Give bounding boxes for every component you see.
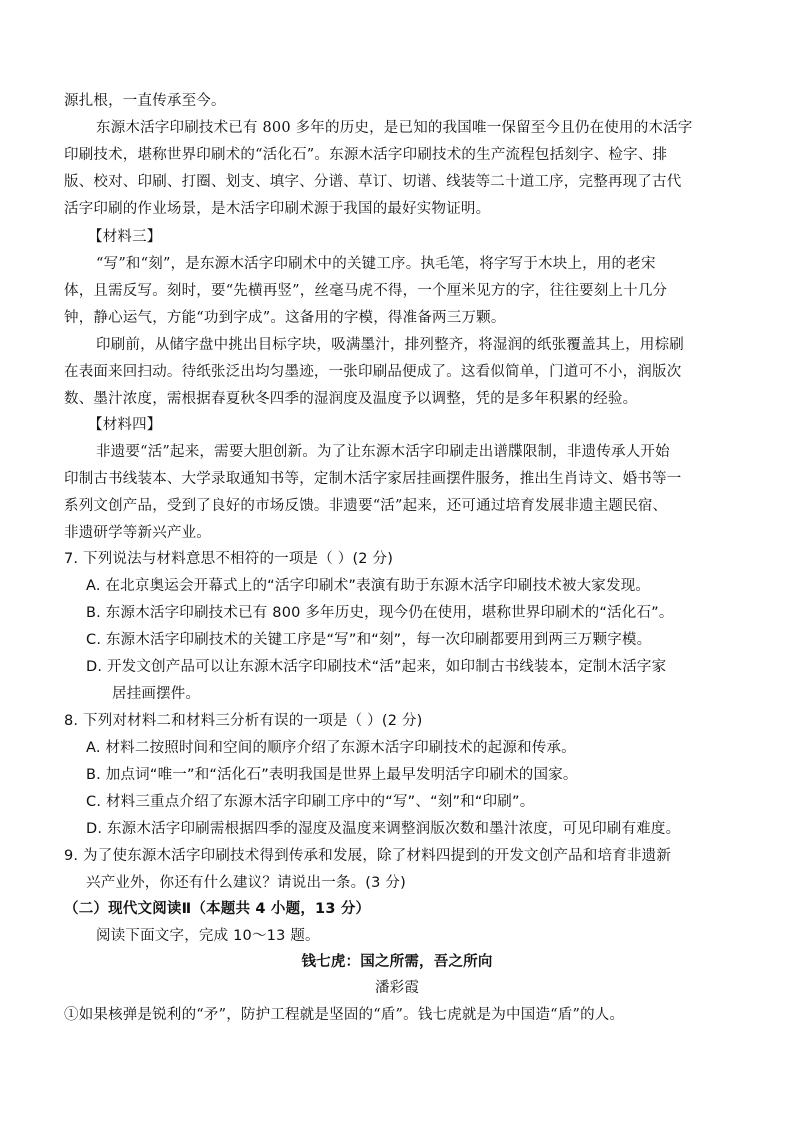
- question-7-option-a: A. 在北京奥运会开幕式上的“活字印刷术”表演有助于东源木活字印刷技术被大家发现。: [86, 578, 651, 594]
- material2-paragraph-end: 源扎根，一直传承至今。: [64, 93, 226, 109]
- article-author: 潘彩霞: [374, 980, 420, 996]
- material2-p2-line1: 东源木活字印刷技术已有 800 多年的历史，是已知的我国唯一保留至今且仍在使用的木活字: [96, 120, 693, 136]
- material3-p1-line3: 钟，静心运气，方能“功到字成”。这备用的字模，得准备两三万颗。: [64, 310, 506, 326]
- material2-p2-line3: 版、校对、印刷、打圈、划支、填字、分谱、草订、切谱、线装等二十道工序，完整再现了古代: [64, 174, 682, 190]
- material4-p1-line1: 非遗要“活”起来，需要大胆创新。为了让东源木活字印刷走出谱牒限制，非遗传承人开始: [96, 444, 670, 460]
- question-7-option-d-line1: D. 开发文创产品可以让东源木活字印刷技术“活”起来，如印制古书线装本，定制木活字家: [86, 659, 667, 675]
- article-paragraph-1: ①如果核弹是锐利的“矛”，防护工程就是坚固的“盾”。钱七虎就是为中国造“盾”的人。: [64, 1007, 625, 1023]
- material3-p2-line2: 在表面来回扫动。待纸张泛出均匀墨迹，一张印刷品便成了。这看似简单，门道可不小，润版次: [64, 364, 682, 380]
- article-title: 钱七虎：国之所需，吾之所向: [301, 953, 493, 970]
- question-8-stem: 8. 下列对材料二和材料三分析有误的一项是（ ）(2 分): [64, 713, 423, 729]
- material3-p2-line1: 印刷前，从储字盘中挑出目标字块，吸满墨汁，排列整齐，将湿润的纸张覆盖其上，用棕刷: [96, 337, 684, 353]
- material4-p1-line3: 系列文创产品，受到了良好的市场反馈。非遗要“活”起来，还可通过培育发展非遗主题民宿、: [64, 498, 668, 514]
- question-8-option-d: D. 东源木活字印刷需根据四季的湿度及温度来调整润版次数和墨汁浓度，可见印刷有难度。: [86, 821, 681, 837]
- question-7-option-c: C. 东源木活字印刷技术的关键工序是“写”和“刻”，每一次印刷都要用到两三万颗字模。: [86, 632, 652, 648]
- material3-p1-line2: 体，且需反写。刻时，要“先横再竖”，丝毫马虎不得，一个厘米见方的字，往往要刻上十几分: [64, 283, 668, 299]
- material4-p1-line2: 印制古书线装本、大学录取通知书等，定制木活字家居挂画摆件服务，推出生肖诗文、婚书等一: [64, 471, 682, 487]
- question-8-option-c: C. 材料三重点介绍了东源木活字印刷工序中的“写”、“刻”和“印刷”。: [86, 794, 535, 810]
- material3-p2-line3: 数、墨汁浓度，需根据春夏秋冬四季的湿润度及温度予以调整，凭的是多年积累的经验。: [64, 391, 638, 407]
- question-7-option-b: B. 东源木活字印刷技术已有 800 多年历史，现今仍在使用，堪称世界印刷术的“活化石”。: [86, 605, 674, 621]
- material2-p2-line2: 印刷技术，堪称世界印刷术的“活化石”。东源木活字印刷技术的生产流程包括刻字、检字、排: [64, 147, 668, 163]
- question-7-option-d-line2: 居挂画摆件。: [112, 686, 201, 702]
- section-2-instruction: 阅读下面文字，完成 10～13 题。: [96, 928, 320, 944]
- material2-p2-line4: 活字印刷的作业场景，是木活字印刷术源于我国的最好实物证明。: [64, 201, 491, 217]
- material4-heading: 【材料四】: [88, 417, 162, 433]
- material4-p1-line4: 非遗研学等新兴产业。: [64, 525, 211, 541]
- material3-p1-line1: “写”和“刻”，是东源木活字印刷术中的关键工序。执毛笔，将字写于木块上，用的老宋: [96, 256, 656, 272]
- question-8-option-b: B. 加点词“唯一”和“活化石”表明我国是世界上最早发明活字印刷术的国家。: [86, 767, 578, 783]
- question-7-stem: 7. 下列说法与材料意思不相符的一项是（ ）(2 分): [64, 551, 394, 567]
- question-9-line2: 兴产业外，你还有什么建议？请说出一条。(3 分): [86, 875, 406, 891]
- question-8-option-a: A. 材料二按照时间和空间的顺序介绍了东源木活字印刷技术的起源和传承。: [86, 740, 576, 756]
- question-9-line1: 9. 为了使东源木活字印刷技术得到传承和发展，除了材料四提到的开发文创产品和培育非遗新: [64, 848, 672, 864]
- section-2-heading: （二）现代文阅读Ⅱ（本题共 4 小题，13 分）: [64, 901, 371, 917]
- material3-heading: 【材料三】: [88, 229, 162, 245]
